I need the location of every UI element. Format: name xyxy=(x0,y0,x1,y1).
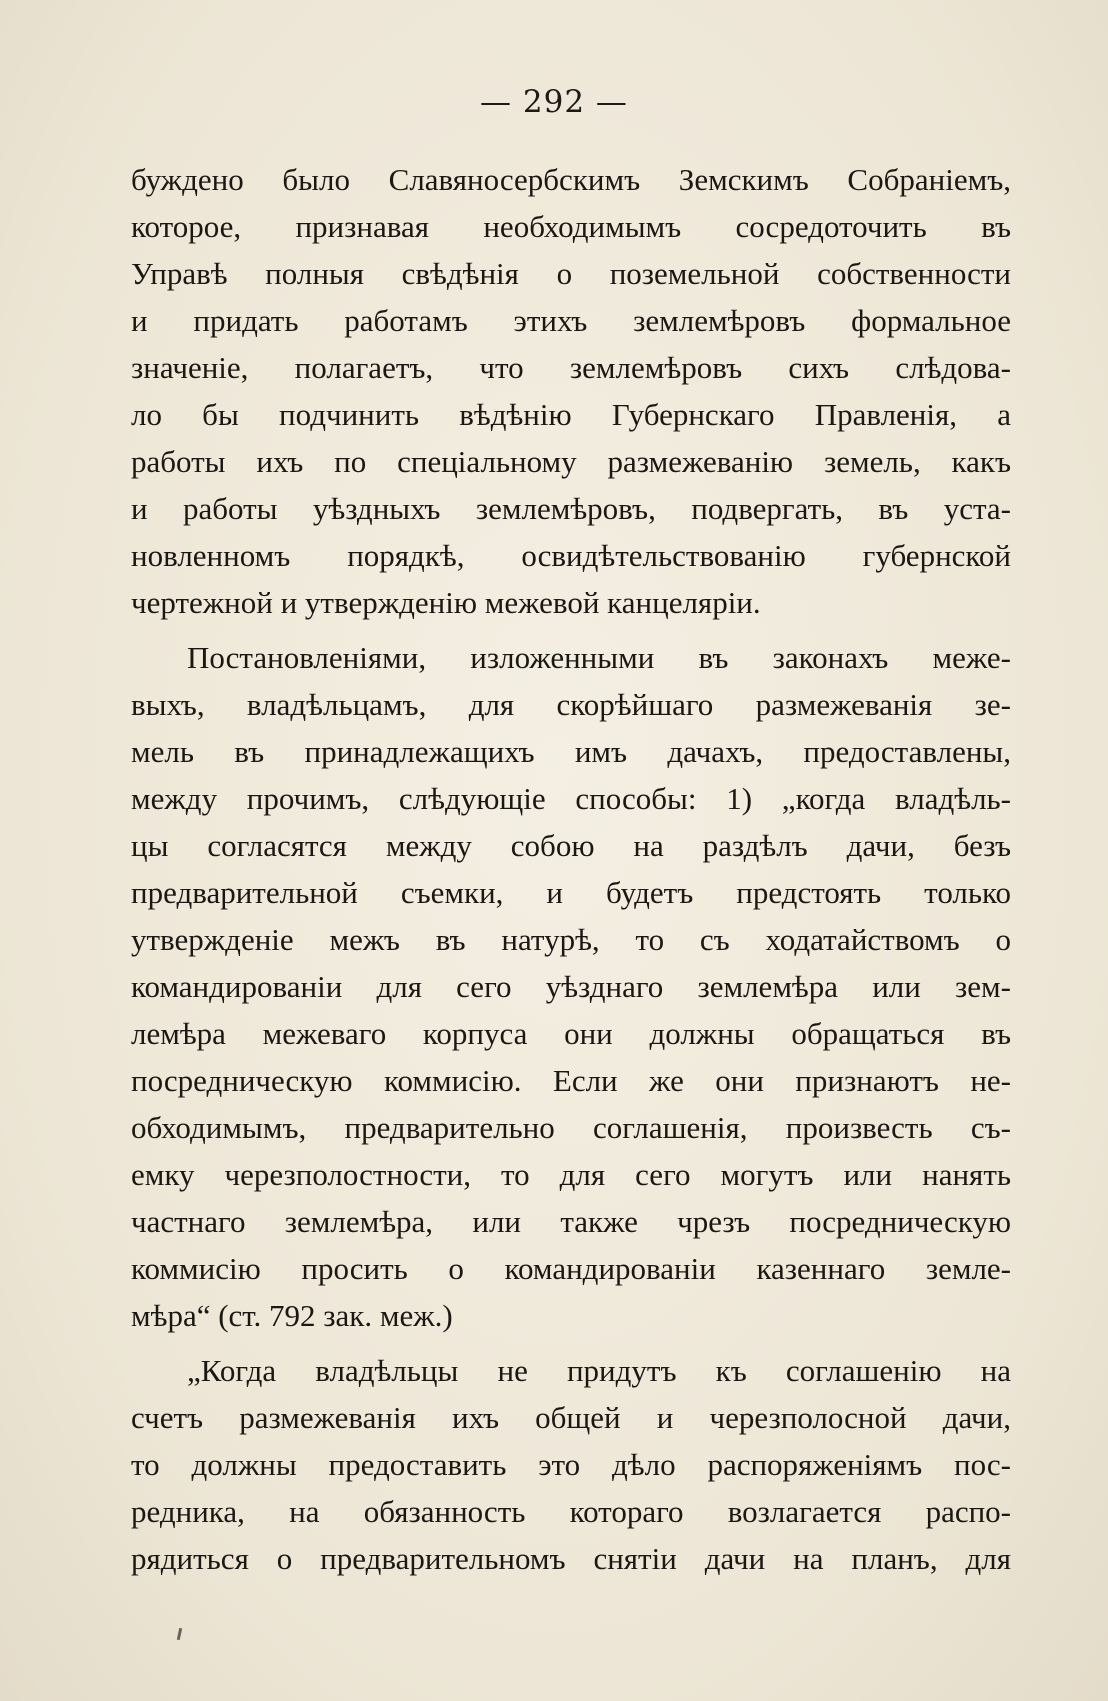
text-line: посредническую коммисію. Если же они признаютъ не- xyxy=(131,1063,1011,1098)
text-line: то должны предоставить это дѣло распоряженіямъ пос- xyxy=(131,1447,1011,1482)
text-line: буждено было Славяносербскимъ Земскимъ Собраніемъ, xyxy=(131,162,1011,197)
text-line: новленномъ порядкѣ, освидѣтельствованію губернской xyxy=(131,538,1011,573)
text-line: и придать работамъ этихъ землемѣровъ формальное xyxy=(131,303,1011,338)
text-line: между прочимъ, слѣдующіе способы: 1) „когда владѣль- xyxy=(131,781,1011,816)
text-line: значеніе, полагаетъ, что землемѣровъ сихъ слѣдова- xyxy=(131,350,1011,385)
paragraph-2 xyxy=(131,634,1011,1339)
text-line: мѣра“ (ст. 792 зак. меж.) xyxy=(131,1298,453,1333)
text-line: выхъ, владѣльцамъ, для скорѣйшаго размежеванія зе- xyxy=(131,687,1011,722)
body-text xyxy=(131,156,1011,1582)
paragraph-gap xyxy=(131,1339,1011,1347)
text-line: ло бы подчинить вѣдѣнію Губернскаго Правленія, а xyxy=(131,397,1011,432)
text-line: чертежной и утвержденію межевой канцеляріи. xyxy=(131,585,761,620)
text-line: мель въ принадлежащихъ имъ дачахъ, предоставлены, xyxy=(131,734,1011,769)
text-line: рядиться о предварительномъ снятіи дачи на планъ, для xyxy=(131,1541,1011,1576)
text-line: емку черезполостности, то для сего могутъ или нанять xyxy=(131,1157,1011,1192)
text-line: редника, на обязанность котораго возлагается распо- xyxy=(131,1494,1011,1529)
ink-mark xyxy=(177,1628,182,1640)
text-line: которое, признавая необходимымъ сосредоточить въ xyxy=(131,209,1011,244)
text-line: Управѣ полныя свѣдѣнія о поземельной собственности xyxy=(131,256,1011,291)
text-line: и работы уѣздныхъ землемѣровъ, подвергать, въ уста- xyxy=(131,491,1011,526)
paragraph-3 xyxy=(131,1347,1011,1582)
text-line: „Когда владѣльцы не придутъ къ соглашенію на xyxy=(187,1353,1011,1388)
text-line: Постановленіями, изложенными въ законахъ меже- xyxy=(187,640,1011,675)
paragraph-1 xyxy=(131,156,1011,626)
paragraph-gap xyxy=(131,626,1011,634)
text-line: частнаго землемѣра, или также чрезъ посредническую xyxy=(131,1204,1011,1239)
text-line: обходимымъ, предварительно соглашенія, произвесть съ- xyxy=(131,1110,1011,1145)
text-line: командированіи для сего уѣзднаго землемѣра или зем- xyxy=(131,969,1011,1004)
text-line: цы согласятся между собою на раздѣлъ дачи, безъ xyxy=(131,828,1011,863)
text-line: лемѣра межеваго корпуса они должны обращаться въ xyxy=(131,1016,1011,1051)
page-number: — 292 — xyxy=(480,84,628,120)
text-line: счетъ размежеванія ихъ общей и черезполосной дачи, xyxy=(131,1400,1011,1435)
text-line: предварительной съемки, и будетъ предстоять только xyxy=(131,875,1011,910)
text-line: работы ихъ по спеціальному размежеванію земель, какъ xyxy=(131,444,1011,479)
text-line: утвержденіе межъ въ натурѣ, то съ ходатайствомъ о xyxy=(131,922,1011,957)
text-line: коммисію просить о командированіи казеннаго земле- xyxy=(131,1251,1011,1286)
